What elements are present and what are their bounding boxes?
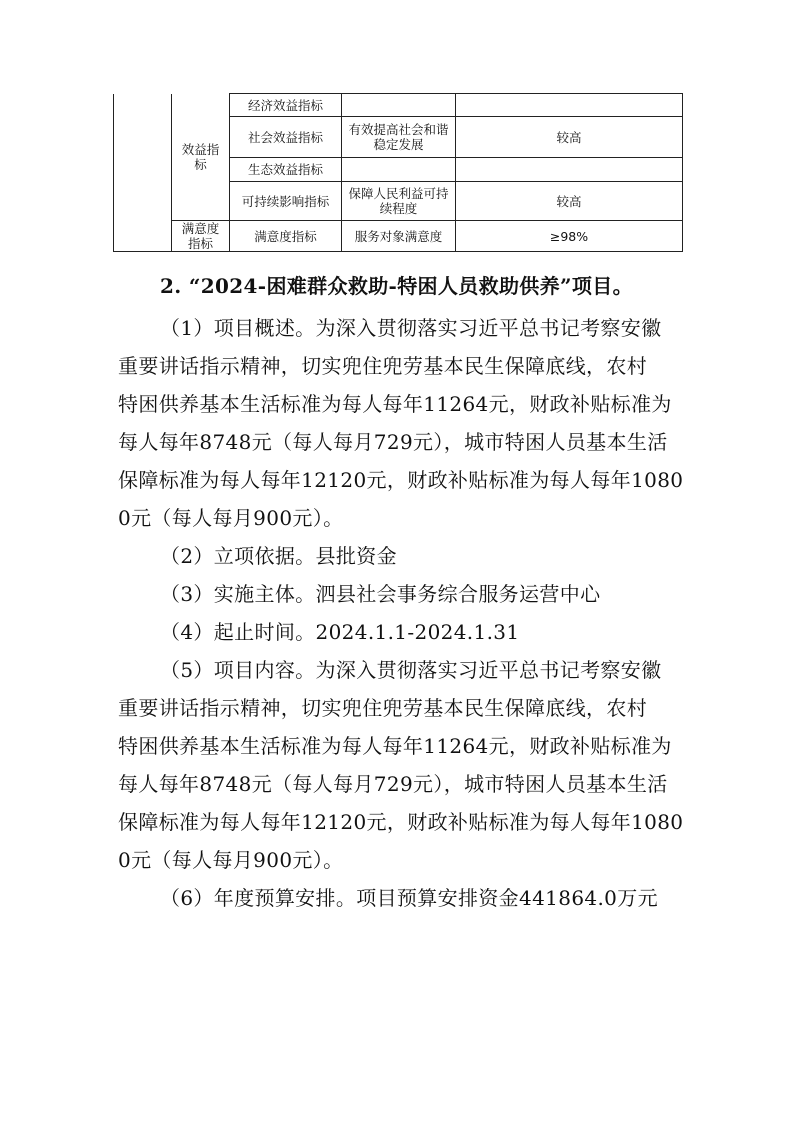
value-cell [456,94,683,117]
content-cell: 保障人民利益可持续程度 [342,182,456,221]
indicator-cell: 生态效益指标 [230,158,342,182]
paragraph-line: 0元（每人每月900元）。 [118,506,344,530]
satisfaction-group-label: 满意度指标 [172,221,230,252]
paragraph-line: （1）项目概述。为深入贯彻落实习近平总书记考察安徽 [160,316,662,340]
value-cell: 较高 [456,182,683,221]
section-heading: 2. “2024-困难群众救助-特困人员救助供养”项目。 [160,274,633,298]
paragraph-line: （4）起止时间。2024.1.1-2024.1.31 [160,620,520,644]
value-cell [456,158,683,182]
indicator-cell: 可持续影响指标 [230,182,342,221]
value-cell: ≥98% [456,221,683,252]
content-cell: 有效提高社会和谐稳定发展 [342,117,456,158]
paragraph-line: 保障标准为每人每年12120元，财政补贴标准为每人每年1080 [118,468,684,492]
table-row [114,221,683,252]
performance-indicator-table [113,93,683,252]
value-cell: 较高 [456,117,683,158]
indicator-cell: 社会效益指标 [230,117,342,158]
table-blank-cell [114,94,172,252]
paragraph-line: （3）实施主体。泗县社会事务综合服务运营中心 [160,582,601,606]
paragraph-line: 0元（每人每月900元）。 [118,848,344,872]
indicator-cell: 经济效益指标 [230,94,342,117]
paragraph-line: 每人每年8748元（每人每月729元），城市特困人员基本生活 [118,772,668,796]
paragraph-line: 每人每年8748元（每人每月729元），城市特困人员基本生活 [118,430,668,454]
paragraph-line: （5）项目内容。为深入贯彻落实习近平总书记考察安徽 [160,658,662,682]
paragraph-line: 重要讲话指示精神，切实兜住兜劳基本民生保障底线，农村 [118,354,648,378]
content-cell: 服务对象满意度 [342,221,456,252]
content-cell [342,158,456,182]
paragraph-line: 特困供养基本生活标准为每人每年11264元，财政补贴标准为 [118,734,672,758]
paragraph-line: 特困供养基本生活标准为每人每年11264元，财政补贴标准为 [118,392,672,416]
paragraph-line: 保障标准为每人每年12120元，财政补贴标准为每人每年1080 [118,810,684,834]
indicator-cell: 满意度指标 [230,221,342,252]
paragraph-line: （2）立项依据。县批资金 [160,544,397,568]
table-row [114,94,683,117]
paragraph-line: 重要讲话指示精神，切实兜住兜劳基本民生保障底线，农村 [118,696,648,720]
content-cell [342,94,456,117]
paragraph-line: （6）年度预算安排。项目预算安排资金441864.0万元 [160,886,658,910]
benefit-group-label: 效益指标 [172,94,230,221]
